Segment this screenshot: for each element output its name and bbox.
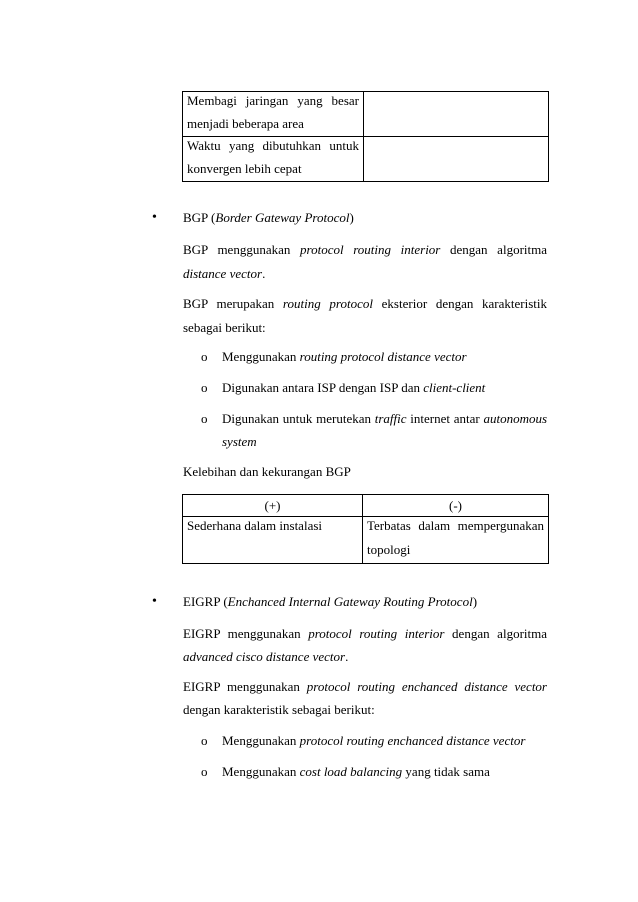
cell-text-line: Terbatas dalam mempergunakan xyxy=(367,518,544,533)
text-segment: eksterior dengan karakteristik xyxy=(372,296,548,311)
text-segment: . xyxy=(345,649,349,664)
table-cell xyxy=(183,137,364,182)
cell-content xyxy=(187,514,358,538)
text-segment: . xyxy=(262,266,266,281)
paragraph-line xyxy=(183,296,547,312)
list-marker: o xyxy=(201,733,208,748)
paragraph-line xyxy=(183,702,375,718)
paragraph-line xyxy=(183,266,265,282)
cell-text-line: konvergen lebih cepat xyxy=(187,161,302,176)
text-segment: Digunakan untuk merutekan xyxy=(222,411,375,426)
cell-text-line: Membagi jaringan yang besar xyxy=(187,93,359,108)
text-segment: BGP merupakan xyxy=(183,296,283,311)
heading-italic-text: Enchanced Internal Gateway Routing Protocol xyxy=(227,594,473,609)
text-segment: Digunakan antara ISP dengan ISP dan xyxy=(222,380,424,395)
text-segment: BGP menggunakan xyxy=(183,242,300,257)
italic-term: system xyxy=(222,434,257,449)
text-segment: Menggunakan xyxy=(222,733,300,748)
list-marker: o xyxy=(201,349,208,364)
table-row xyxy=(183,137,549,182)
table-cell xyxy=(183,92,364,137)
eigrp-heading xyxy=(183,594,477,610)
italic-term: client-client xyxy=(423,380,486,395)
italic-term: protocol routing enchanced distance vector xyxy=(306,679,547,694)
paragraph-line xyxy=(183,649,348,665)
italic-term: cost load balancing xyxy=(299,764,403,779)
italic-term: protocol routing interior xyxy=(300,242,441,257)
text-segment: dengan algoritma xyxy=(440,242,547,257)
text-segment: EIGRP menggunakan xyxy=(183,679,307,694)
list-item xyxy=(222,733,525,749)
header-cell-minus: (-) xyxy=(363,495,549,517)
text-segment: EIGRP menggunakan xyxy=(183,626,309,641)
text-segment: dengan karakteristik sebagai berikut: xyxy=(183,702,375,717)
heading-text: ) xyxy=(349,210,354,225)
cell-content xyxy=(187,134,359,180)
cell-text-line: topologi xyxy=(367,542,411,557)
table-caption: Kelebihan dan kekurangan BGP xyxy=(183,464,351,479)
table-cell-minus xyxy=(363,517,549,564)
text-segment: yang tidak sama xyxy=(402,764,490,779)
text-segment: Menggunakan xyxy=(222,764,300,779)
empty-table-cell xyxy=(364,137,549,182)
list-item xyxy=(222,380,485,396)
italic-term: distance vector xyxy=(183,266,263,281)
italic-term: advanced cisco distance vector xyxy=(183,649,346,664)
italic-term: autonomous xyxy=(483,411,548,426)
list-marker: o xyxy=(201,764,208,779)
bgp-heading xyxy=(183,210,354,226)
list-item xyxy=(222,411,547,427)
table-cell-plus xyxy=(183,517,363,564)
cell-text-line: Sederhana dalam instalasi xyxy=(187,518,323,533)
paragraph-line xyxy=(183,626,547,642)
list-marker: o xyxy=(201,380,208,395)
paragraph-line xyxy=(183,242,547,258)
italic-term: protocol routing enchanced distance vector xyxy=(299,733,526,748)
list-bullet: • xyxy=(152,210,157,225)
list-marker: o xyxy=(201,411,208,426)
empty-table-cell xyxy=(364,92,549,137)
text-segment: sebagai berikut: xyxy=(183,320,266,335)
italic-term: protocol routing interior xyxy=(308,626,445,641)
text-segment: Menggunakan xyxy=(222,349,300,364)
continued-comparison-table xyxy=(182,91,549,182)
text-segment: internet antar xyxy=(406,411,484,426)
table-row xyxy=(183,517,549,564)
italic-term: routing protocol distance vector xyxy=(299,349,467,364)
list-item xyxy=(222,764,490,780)
italic-term: routing protocol xyxy=(282,296,373,311)
heading-text: ) xyxy=(472,594,478,609)
heading-italic-text: Border Gateway Protocol xyxy=(215,210,350,225)
bgp-pros-cons-table xyxy=(182,494,549,564)
paragraph-line xyxy=(183,320,266,336)
cell-content xyxy=(187,89,359,135)
cell-text-line: Waktu yang dibutuhkan untuk xyxy=(187,138,359,153)
italic-term: traffic xyxy=(374,411,407,426)
list-bullet: • xyxy=(152,594,157,609)
heading-text: BGP ( xyxy=(183,210,216,225)
text-segment: dengan algoritma xyxy=(444,626,548,641)
cell-text-line: menjadi beberapa area xyxy=(187,116,304,131)
list-item xyxy=(222,349,467,365)
paragraph-line xyxy=(183,679,547,695)
cell-content xyxy=(367,514,544,562)
table-row xyxy=(183,92,549,137)
header-cell-plus: (+) xyxy=(183,495,363,517)
list-item-continuation xyxy=(222,434,257,450)
heading-text: EIGRP ( xyxy=(183,594,228,609)
